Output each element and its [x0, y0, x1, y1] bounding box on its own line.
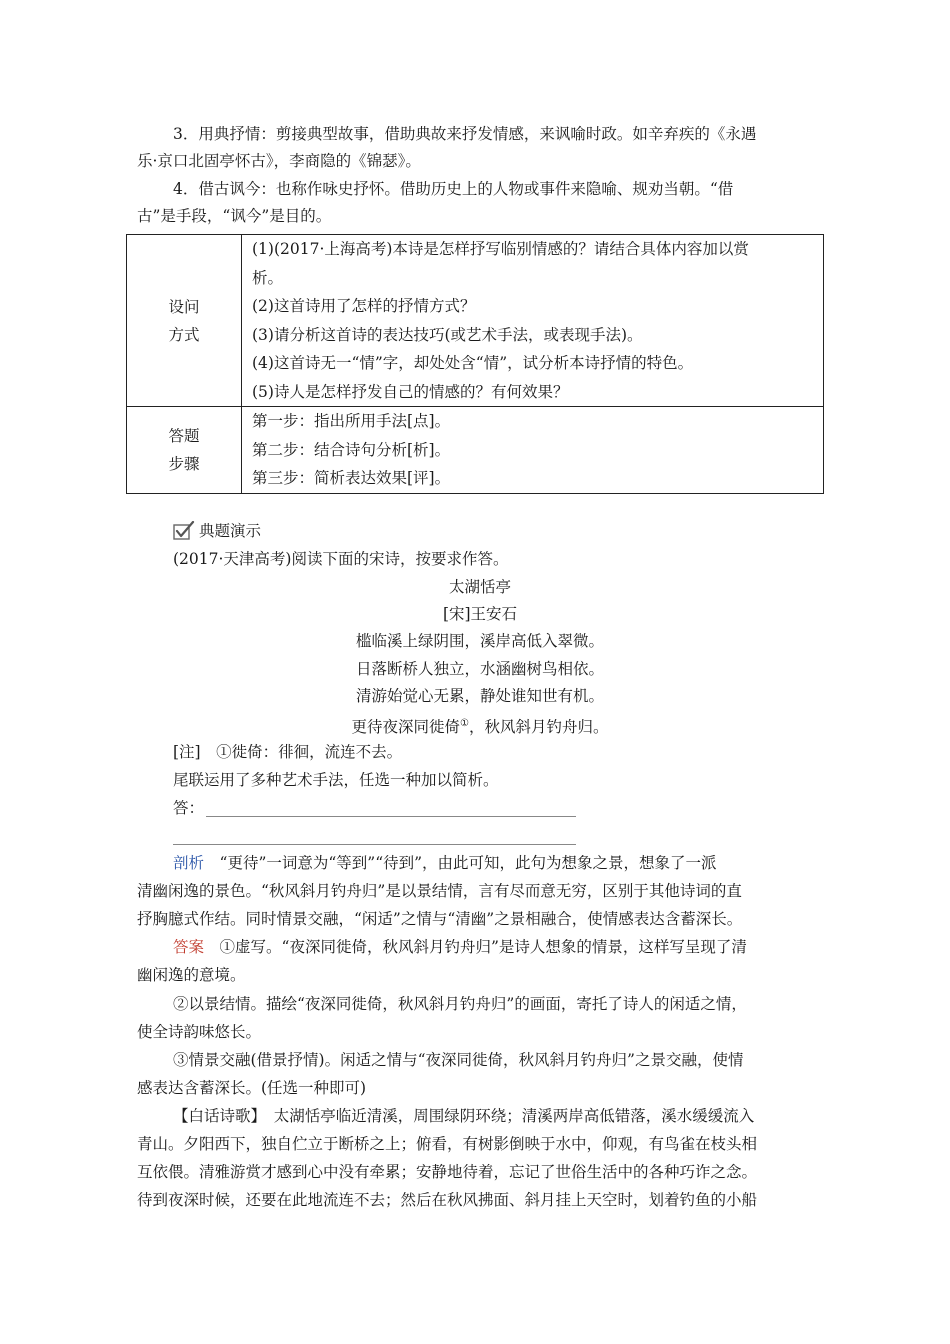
- poem-title: 太湖恬亭: [448, 578, 511, 596]
- poem-note: [注] ①徙倚：徘徊，流连不去。: [173, 743, 403, 761]
- example-prompt: (2017·天津高考)阅读下面的宋诗，按要求作答。: [173, 550, 509, 568]
- footnote-mark: ①: [460, 718, 469, 729]
- poem-line-part: 更待夜深同徙倚: [351, 718, 461, 737]
- example-question: 尾联运用了多种艺术手法，任选一种加以简析。: [173, 771, 499, 789]
- question-method-list: [242, 235, 824, 407]
- poem-line-part: ，秋风斜月钓舟归。: [468, 718, 609, 737]
- poem-line: 清游始觉心无累，静处谁知世有机。: [355, 687, 604, 705]
- answer-line-3: ②以景结情。描绘“夜深同徙倚，秋风斜月钓舟归”的画面，寄托了诗人的闲适之情，: [173, 995, 747, 1013]
- list-item: (2)这首诗用了怎样的抒情方式？: [252, 297, 476, 315]
- list-item: (3)请分析这首诗的表达技巧(或艺术手法，或表现手法)。: [252, 325, 643, 344]
- table-row: [127, 407, 824, 494]
- vernacular-line-4: 待到夜深时候，还要在此地流连不去；然后在秋风拂面、斜月挂上天空时，划着钓鱼的小船: [137, 1191, 758, 1209]
- vernacular-line-2: 青山。夕阳西下，独自伫立于断桥之上；俯看，有树影倒映于水中，仰观，有鸟雀在枝头相: [137, 1135, 758, 1153]
- row-header-line: 答题: [168, 427, 200, 445]
- section-title-text: 典题演示: [199, 522, 262, 540]
- analysis-line-3: 抒胸臆式作结。同时情景交融，“闲适”之情与“清幽”之景相融合，使情感表达含蓄深长。: [137, 910, 743, 928]
- item-3-line-2: 乐·京口北固亭怀古》，李商隐的《锦瑟》。: [137, 152, 421, 170]
- table-row: [127, 235, 824, 407]
- question-method-table: [126, 234, 824, 494]
- list-item: (5)诗人是怎样抒发自己的情感的？有何效果？: [252, 382, 569, 401]
- list-item: 第一步：指出所用手法[点]。: [252, 412, 451, 430]
- row-header-line: 设问: [168, 297, 200, 316]
- poem-line: 日落断桥人独立，水涵幽树鸟相依。: [355, 660, 604, 678]
- row-header-question-method: [127, 235, 242, 407]
- list-item: (1)(2017·上海高考)本诗是怎样抒写临别情感的？请结合具体内容加以赏: [252, 240, 749, 258]
- section-title: [173, 521, 261, 541]
- answer-steps-list: [242, 407, 824, 494]
- poem-line: 槛临溪上绿阴围，溪岸高低入翠微。: [355, 632, 604, 650]
- row-header-line: 步骤: [168, 455, 200, 473]
- vernacular-line-3: 互依偎。清雅游赏才感到心中没有牵累；安静地待着，忘记了世俗生活中的各种巧诈之念。: [137, 1163, 758, 1181]
- poem-author: [宋]王安石: [442, 605, 518, 623]
- answer-line-1: [173, 937, 823, 957]
- answer-line-2: 幽闲逸的意境。: [137, 966, 246, 984]
- item-4-line-1: 4．借古讽今：也称作咏史抒怀。借助历史上的人物或事件来隐喻、规劝当朝。“借: [173, 180, 734, 198]
- answer-blank-line[interactable]: [173, 844, 576, 845]
- row-header-answer-steps: [127, 407, 242, 494]
- answer-blank-line[interactable]: [206, 816, 576, 817]
- answer-line-4: 使全诗韵味悠长。: [137, 1023, 262, 1041]
- vernacular-text: 太湖恬亭临近清溪，周围绿阴环绕；清溪两岸高低错落，溪水缓缓流入: [258, 1107, 755, 1125]
- vernacular-label: 【白话诗歌】: [173, 1107, 259, 1125]
- item-3-line-1: 3．用典抒情：剪接典型故事，借助典故来抒发情感，来讽喻时政。如辛弃疾的《永遇: [173, 125, 757, 143]
- list-item: 第二步：结合诗句分析[析]。: [252, 440, 451, 459]
- analysis-label: 剖析: [173, 854, 205, 872]
- answer-label: 答：: [173, 799, 205, 817]
- analysis-line-1: [173, 853, 823, 873]
- answer-line-6: 感表达含蓄深长。(任选一种即可): [137, 1079, 367, 1097]
- checkbox-check-icon: [173, 521, 195, 541]
- answer-text: ①虚写。“夜深同徙倚，秋风斜月钓舟归”是诗人想象的情景，这样写呈现了清: [204, 938, 747, 956]
- list-item: 第三步：简析表达效果[评]。: [252, 469, 451, 487]
- analysis-line-2: 清幽闲逸的景色。“秋风斜月钓舟归”是以景结情，言有尽而意无穷，区别于其他诗词的直: [137, 882, 742, 900]
- list-item: 析。: [252, 268, 284, 287]
- vernacular-line-1: [173, 1106, 823, 1126]
- list-item: (4)这首诗无一“情”字，却处处含“情”，试分析本诗抒情的特色。: [252, 354, 694, 372]
- item-4-line-2: 古”是手段，“讽今”是目的。: [137, 207, 332, 225]
- row-header-line: 方式: [168, 325, 200, 344]
- poem-line: [137, 714, 823, 737]
- analysis-text: “更待”一词意为“等到”“待到”，由此可知，此句为想象之景，想象了一派: [204, 854, 717, 872]
- answer-line-5: ③情景交融(借景抒情)。闲适之情与“夜深同徙倚，秋风斜月钓舟归”之景交融，使情: [173, 1051, 744, 1069]
- answer-key-label: 答案: [173, 938, 205, 956]
